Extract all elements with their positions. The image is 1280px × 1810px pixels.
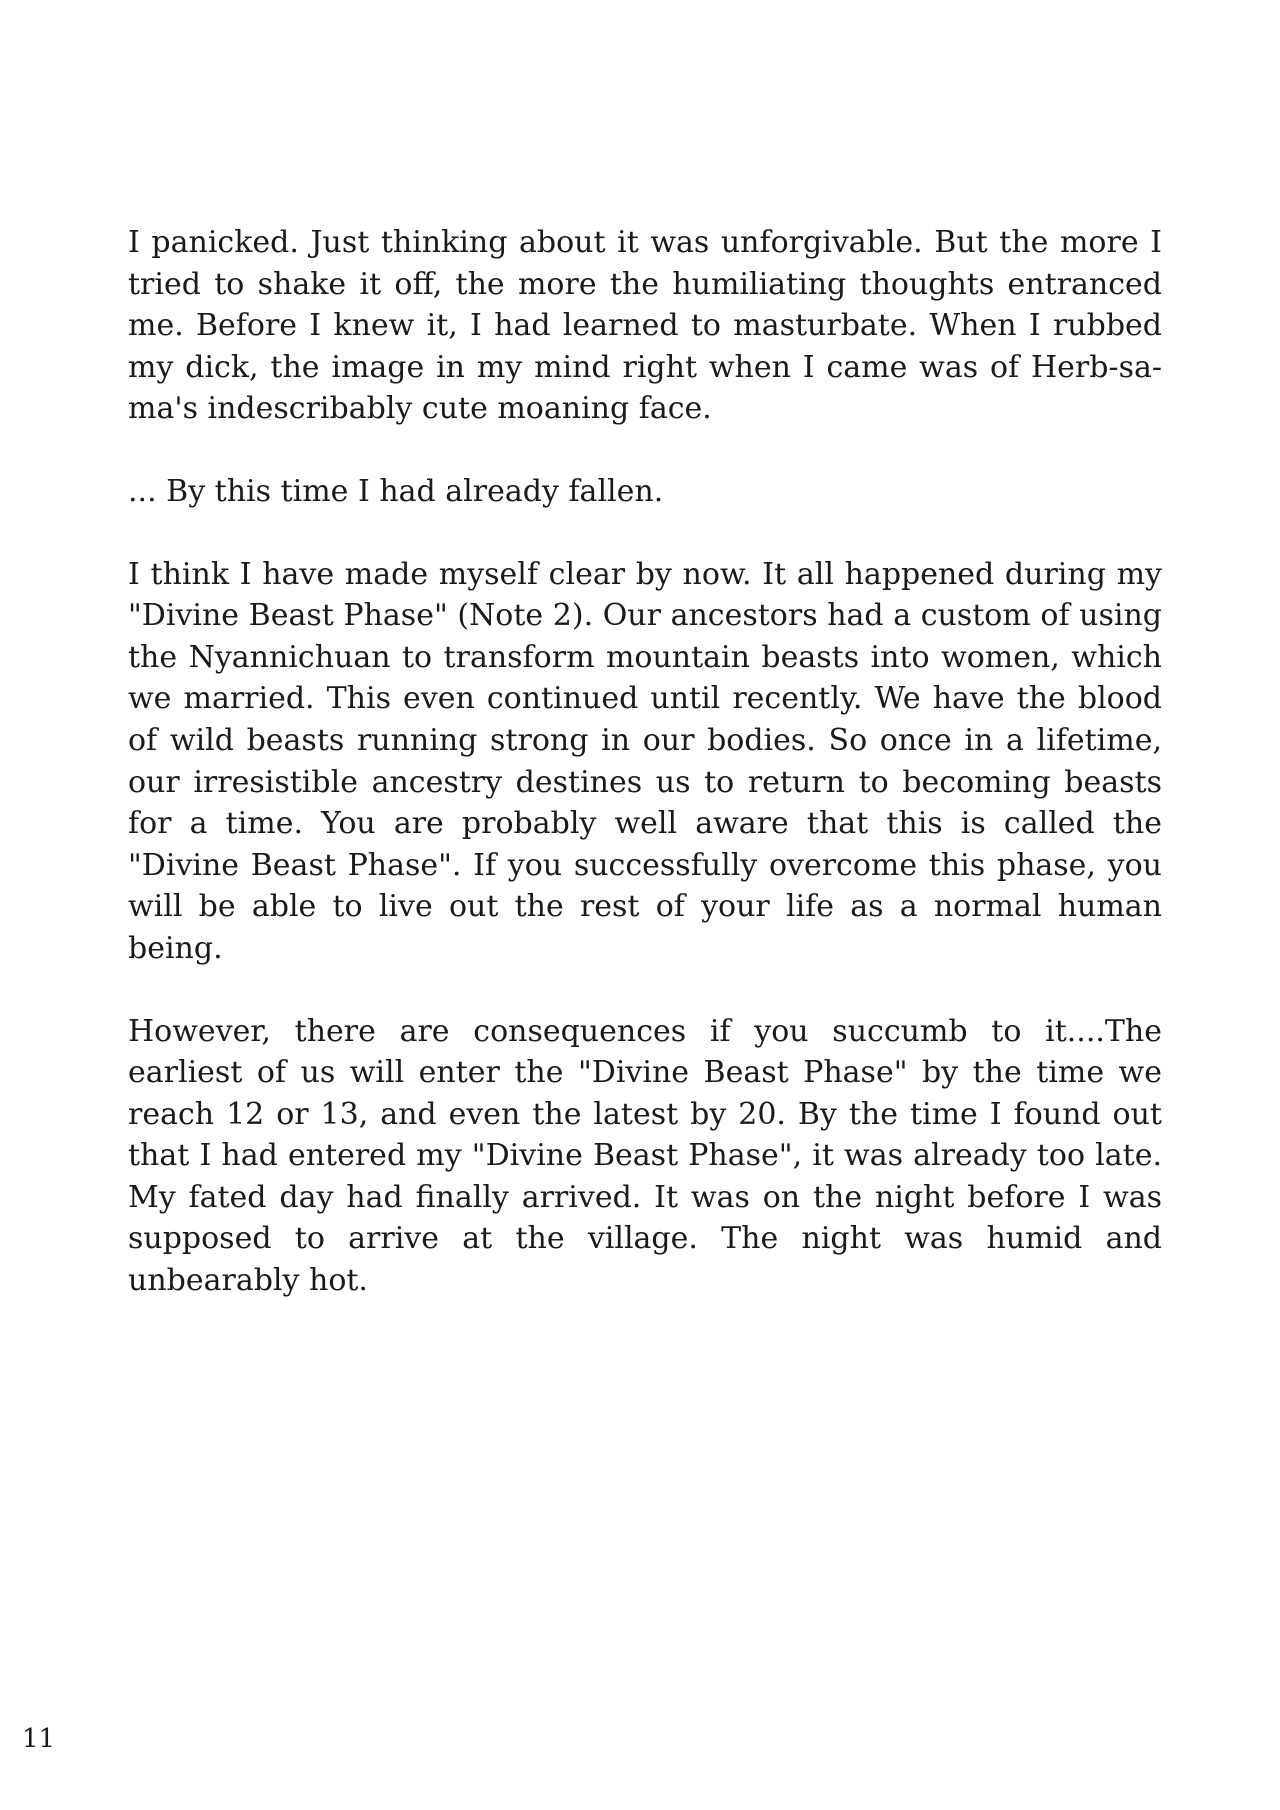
paragraph-3: I think I have made myself clear by now. It all happened during my "Divine Beast Phase" (Note 2). Our ancestors had a custom of using the Nyannichuan to transform mountain beasts into women, which we married. This even continued until recently. We have the blood of wild beasts running strong in our bodies. So once in a lifetime, our irresistible ancestry destines us to return to becoming beasts for a time. You are probably well aware that this is called the "Divine Beast Phase". If you successfully overcome this phase, you will be able to live out the rest of your life as a normal human being.: [128, 556, 1162, 966]
paragraph-4: However, there are consequences if you succumb to it....The earliest of us will enter the "Divine Beast Phase" by the time we reach 12 or 13, and even the latest by 20. By the time I found out that I had entered my "Divine Beast Phase", it was already too late. My fated day had finally arrived. It was on the night before I was supposed to arrive at the village. The night was humid and unbearably hot.: [128, 1013, 1162, 1299]
body-text: [128, 222, 1162, 1302]
page-number: 11: [22, 1724, 56, 1754]
paragraph-2: ... By this time I had already fallen.: [128, 473, 664, 509]
paragraph-1: I panicked. Just thinking about it was unforgivable. But the more I tried to shake it off, the more the humiliating thoughts entranced me. Before I knew it, I had learned to masturbate. When I rubbed my dick, the image in my mind right when I came was of Herb-sama's indescribably cute moaning face.: [128, 225, 1162, 427]
